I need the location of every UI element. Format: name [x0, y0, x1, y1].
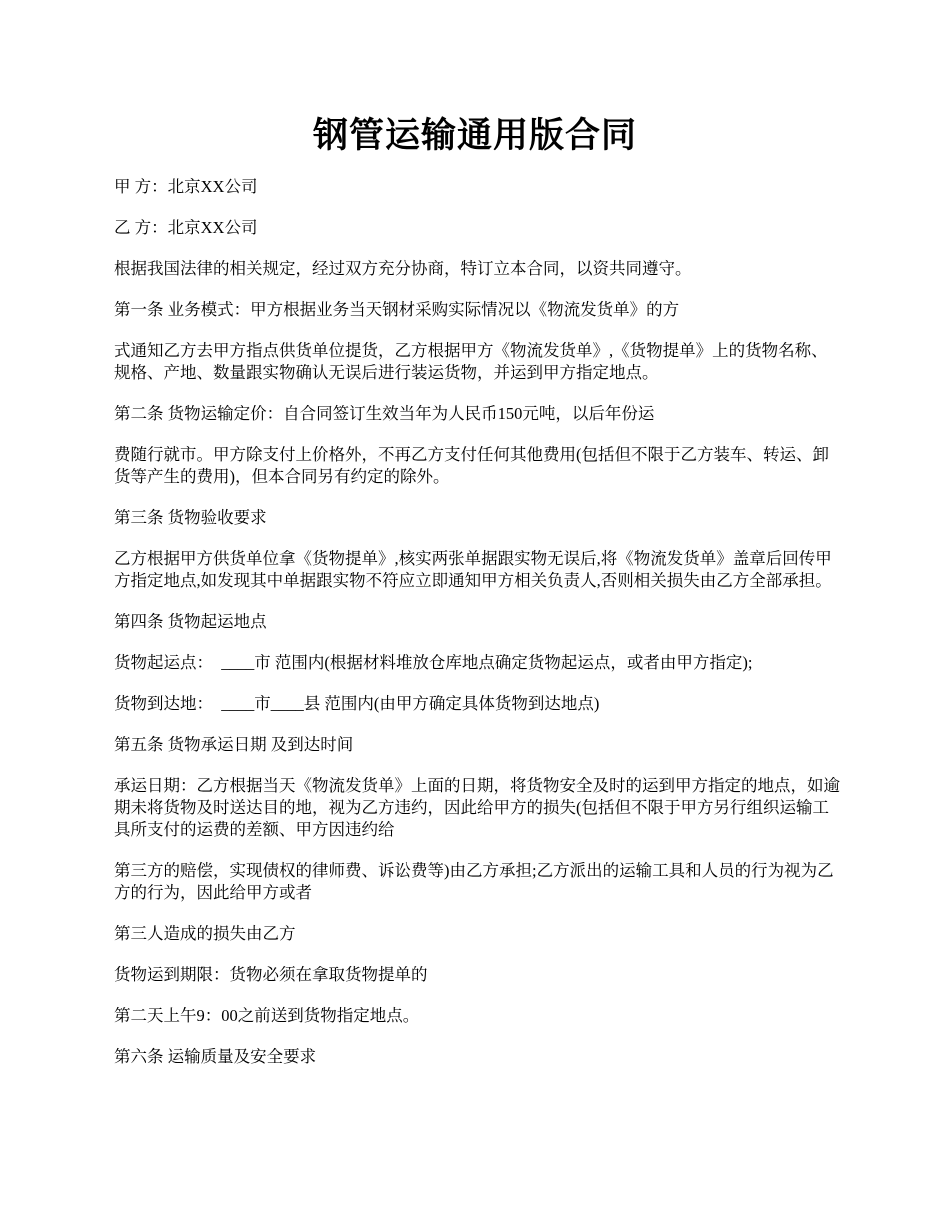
article-5-third-party-line: 第三人造成的损失由乙方 — [114, 924, 296, 943]
article-4-heading: 第四条 货物起运地点 — [114, 612, 267, 631]
document-title: 钢管运输通用版合同 — [312, 116, 637, 155]
origin-point-line: 货物起运点： ____市 范围内(根据材料堆放仓库地点确定货物起运点，或者由甲方指定); — [114, 653, 753, 672]
article-5-body: 承运日期：乙方根据当天《物流发货单》上面的日期，将货物安全及时的运到甲方指定的地点，如逾期未将货物及时送达目的地，视为乙方违约，因此给甲方的损失(包括但不限于甲方另行组织运输工具所支付的运费的差额、甲方因违约给 — [114, 776, 840, 839]
article-5-heading: 第五条 货物承运日期 及到达时间 — [114, 735, 354, 754]
article-1-heading: 第一条 业务模式：甲方根据业务当天钢材采购实际情况以《物流发货单》的方 — [114, 300, 680, 319]
article-3-body: 乙方根据甲方供货单位拿《货物提单》,核实两张单据跟实物无误后,将《物流发货单》盖章后回传甲方指定地点,如发现其中单据跟实物不符应立即通知甲方相关负责人,否则相关损失由乙方全部承担。 — [114, 549, 832, 590]
preamble-paragraph: 根据我国法律的相关规定，经过双方充分协商，特订立本合同，以资共同遵守。 — [114, 259, 692, 278]
party-a-line: 甲 方：北京XX公司 — [114, 177, 258, 196]
delivery-time-line: 第二天上午9：00之前送到货物指定地点。 — [114, 1006, 420, 1025]
article-5-body-continued: 第三方的赔偿，实现债权的律师费、诉讼费等)由乙方承担;乙方派出的运输工具和人员的行为视为乙方的行为，因此给甲方或者 — [114, 861, 834, 902]
destination-line: 货物到达地： ____市____县 范围内(由甲方确定具体货物到达地点) — [114, 694, 600, 713]
party-b-line: 乙 方：北京XX公司 — [114, 218, 258, 237]
article-3-heading: 第三条 货物验收要求 — [114, 508, 267, 527]
delivery-deadline-line: 货物运到期限：货物必须在拿取货物提单的 — [114, 965, 428, 984]
article-6-heading: 第六条 运输质量及安全要求 — [114, 1047, 317, 1066]
document-body — [114, 176, 844, 1087]
article-2-body: 费随行就市。甲方除支付上价格外，不再乙方支付任何其他费用(包括但不限于乙方装车、转运、卸货等产生的费用)，但本合同另有约定的除外。 — [114, 445, 829, 486]
article-2-heading: 第二条 货物运输定价：自合同签订生效当年为人民币150元吨，以后年份运 — [114, 404, 655, 423]
article-1-body: 式通知乙方去甲方指点供货单位提货，乙方根据甲方《物流发货单》,《货物提单》上的货物名称、规格、产地、数量跟实物确认无误后进行装运货物，并运到甲方指定地点。 — [114, 341, 828, 382]
